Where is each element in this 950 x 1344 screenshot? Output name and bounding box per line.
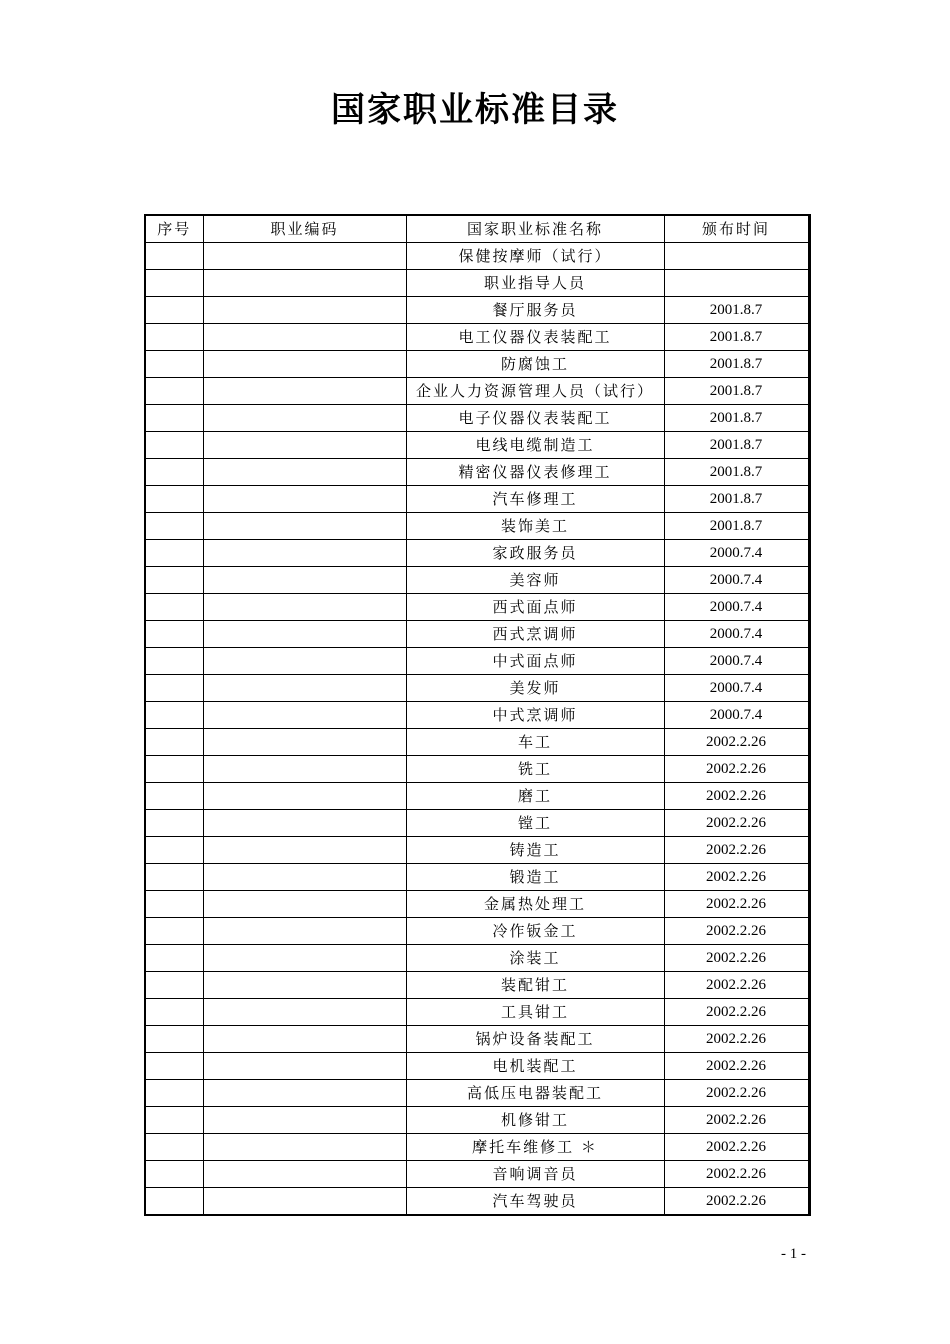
cell-code bbox=[203, 621, 406, 648]
cell-code bbox=[203, 540, 406, 567]
cell-standard-name: 家政服务员 bbox=[406, 540, 664, 567]
cell-code bbox=[203, 378, 406, 405]
cell-issue-date: 2002.2.26 bbox=[664, 1161, 809, 1188]
cell-seq bbox=[145, 486, 203, 513]
cell-code bbox=[203, 567, 406, 594]
cell-issue-date: 2000.7.4 bbox=[664, 621, 809, 648]
page-title: 国家职业标准目录 bbox=[331, 90, 619, 130]
cell-code bbox=[203, 648, 406, 675]
cell-issue-date: 2002.2.26 bbox=[664, 837, 809, 864]
cell-code bbox=[203, 918, 406, 945]
cell-standard-name: 涂装工 bbox=[406, 945, 664, 972]
cell-code bbox=[203, 1188, 406, 1216]
cell-issue-date: 2000.7.4 bbox=[664, 675, 809, 702]
table-row bbox=[145, 243, 809, 270]
cell-standard-name: 西式烹调师 bbox=[406, 621, 664, 648]
cell-standard-name: 中式面点师 bbox=[406, 648, 664, 675]
cell-standard-name: 磨工 bbox=[406, 783, 664, 810]
cell-issue-date: 2001.8.7 bbox=[664, 513, 809, 540]
cell-issue-date: 2002.2.26 bbox=[664, 810, 809, 837]
cell-seq bbox=[145, 1107, 203, 1134]
cell-seq bbox=[145, 756, 203, 783]
table-row bbox=[145, 1053, 809, 1080]
cell-standard-name: 冷作钣金工 bbox=[406, 918, 664, 945]
table-row bbox=[145, 1026, 809, 1053]
cell-code bbox=[203, 783, 406, 810]
cell-issue-date: 2001.8.7 bbox=[664, 459, 809, 486]
table-row bbox=[145, 540, 809, 567]
cell-standard-name: 电子仪器仪表装配工 bbox=[406, 405, 664, 432]
cell-seq bbox=[145, 405, 203, 432]
table-row bbox=[145, 1080, 809, 1107]
cell-code bbox=[203, 756, 406, 783]
cell-issue-date bbox=[664, 270, 809, 297]
cell-standard-name: 汽车驾驶员 bbox=[406, 1188, 664, 1216]
cell-standard-name: 餐厅服务员 bbox=[406, 297, 664, 324]
cell-seq bbox=[145, 351, 203, 378]
cell-standard-name: 锅炉设备装配工 bbox=[406, 1026, 664, 1053]
cell-seq bbox=[145, 243, 203, 270]
cell-issue-date: 2002.2.26 bbox=[664, 864, 809, 891]
cell-standard-name: 企业人力资源管理人员（试行） bbox=[406, 378, 664, 405]
cell-seq bbox=[145, 621, 203, 648]
table-row bbox=[145, 810, 809, 837]
cell-issue-date: 2001.8.7 bbox=[664, 378, 809, 405]
cell-issue-date: 2002.2.26 bbox=[664, 891, 809, 918]
table-row bbox=[145, 918, 809, 945]
cell-standard-name: 装配钳工 bbox=[406, 972, 664, 999]
cell-code bbox=[203, 1161, 406, 1188]
table-row bbox=[145, 1161, 809, 1188]
cell-issue-date: 2001.8.7 bbox=[664, 486, 809, 513]
cell-issue-date: 2002.2.26 bbox=[664, 1080, 809, 1107]
cell-issue-date: 2002.2.26 bbox=[664, 918, 809, 945]
cell-code bbox=[203, 729, 406, 756]
table-body bbox=[145, 243, 809, 1216]
table-row bbox=[145, 270, 809, 297]
cell-issue-date: 2002.2.26 bbox=[664, 945, 809, 972]
cell-code bbox=[203, 486, 406, 513]
cell-seq bbox=[145, 1026, 203, 1053]
cell-issue-date: 2002.2.26 bbox=[664, 1053, 809, 1080]
cell-seq bbox=[145, 540, 203, 567]
cell-seq bbox=[145, 837, 203, 864]
cell-seq bbox=[145, 297, 203, 324]
table-row bbox=[145, 486, 809, 513]
table-row bbox=[145, 432, 809, 459]
cell-issue-date bbox=[664, 243, 809, 270]
table-row bbox=[145, 594, 809, 621]
table-row bbox=[145, 729, 809, 756]
cell-code bbox=[203, 675, 406, 702]
cell-seq bbox=[145, 432, 203, 459]
cell-standard-name: 防腐蚀工 bbox=[406, 351, 664, 378]
cell-code bbox=[203, 243, 406, 270]
cell-standard-name: 车工 bbox=[406, 729, 664, 756]
cell-code bbox=[203, 1134, 406, 1161]
cell-code bbox=[203, 324, 406, 351]
table-row bbox=[145, 675, 809, 702]
cell-code bbox=[203, 1080, 406, 1107]
cell-standard-name: 工具钳工 bbox=[406, 999, 664, 1026]
cell-issue-date: 2001.8.7 bbox=[664, 297, 809, 324]
header-name: 国家职业标准名称 bbox=[406, 215, 664, 243]
standards-table bbox=[144, 214, 811, 1216]
cell-issue-date: 2001.8.7 bbox=[664, 351, 809, 378]
table-row bbox=[145, 567, 809, 594]
cell-standard-name: 电线电缆制造工 bbox=[406, 432, 664, 459]
cell-seq bbox=[145, 945, 203, 972]
cell-seq bbox=[145, 972, 203, 999]
table-header-row bbox=[145, 215, 809, 243]
cell-standard-name: 铸造工 bbox=[406, 837, 664, 864]
cell-code bbox=[203, 405, 406, 432]
cell-issue-date: 2002.2.26 bbox=[664, 783, 809, 810]
cell-standard-name: 锻造工 bbox=[406, 864, 664, 891]
table-row bbox=[145, 783, 809, 810]
table-row bbox=[145, 1188, 809, 1216]
cell-standard-name: 电机装配工 bbox=[406, 1053, 664, 1080]
cell-issue-date: 2001.8.7 bbox=[664, 432, 809, 459]
cell-standard-name: 铣工 bbox=[406, 756, 664, 783]
table-row bbox=[145, 1107, 809, 1134]
table-row bbox=[145, 459, 809, 486]
cell-seq bbox=[145, 891, 203, 918]
table-row bbox=[145, 1134, 809, 1161]
cell-code bbox=[203, 837, 406, 864]
cell-code bbox=[203, 810, 406, 837]
cell-seq bbox=[145, 1080, 203, 1107]
table-row bbox=[145, 351, 809, 378]
cell-seq bbox=[145, 324, 203, 351]
table-row bbox=[145, 702, 809, 729]
cell-standard-name: 镗工 bbox=[406, 810, 664, 837]
cell-code bbox=[203, 999, 406, 1026]
cell-code bbox=[203, 270, 406, 297]
cell-issue-date: 2002.2.26 bbox=[664, 1026, 809, 1053]
cell-issue-date: 2001.8.7 bbox=[664, 324, 809, 351]
cell-issue-date: 2002.2.26 bbox=[664, 1188, 809, 1216]
cell-code bbox=[203, 351, 406, 378]
table-row bbox=[145, 513, 809, 540]
cell-code bbox=[203, 297, 406, 324]
cell-code bbox=[203, 1107, 406, 1134]
cell-issue-date: 2002.2.26 bbox=[664, 1107, 809, 1134]
table-row bbox=[145, 648, 809, 675]
cell-issue-date: 2002.2.26 bbox=[664, 1134, 809, 1161]
cell-issue-date: 2000.7.4 bbox=[664, 702, 809, 729]
page-number: - 1 - bbox=[781, 1246, 806, 1262]
cell-code bbox=[203, 594, 406, 621]
cell-seq bbox=[145, 1134, 203, 1161]
cell-seq bbox=[145, 702, 203, 729]
cell-seq bbox=[145, 864, 203, 891]
cell-standard-name: 高低压电器装配工 bbox=[406, 1080, 664, 1107]
cell-seq bbox=[145, 675, 203, 702]
cell-code bbox=[203, 513, 406, 540]
table-row bbox=[145, 756, 809, 783]
table-row bbox=[145, 945, 809, 972]
cell-code bbox=[203, 864, 406, 891]
header-code: 职业编码 bbox=[203, 215, 406, 243]
cell-seq bbox=[145, 378, 203, 405]
cell-code bbox=[203, 432, 406, 459]
table-row bbox=[145, 324, 809, 351]
cell-issue-date: 2002.2.26 bbox=[664, 729, 809, 756]
cell-issue-date: 2001.8.7 bbox=[664, 405, 809, 432]
cell-seq bbox=[145, 729, 203, 756]
cell-standard-name: 金属热处理工 bbox=[406, 891, 664, 918]
cell-standard-name: 机修钳工 bbox=[406, 1107, 664, 1134]
cell-seq bbox=[145, 1053, 203, 1080]
table-row bbox=[145, 405, 809, 432]
cell-issue-date: 2000.7.4 bbox=[664, 594, 809, 621]
cell-code bbox=[203, 702, 406, 729]
cell-code bbox=[203, 1053, 406, 1080]
cell-standard-name: 精密仪器仪表修理工 bbox=[406, 459, 664, 486]
cell-seq bbox=[145, 783, 203, 810]
table-row bbox=[145, 864, 809, 891]
cell-standard-name: 汽车修理工 bbox=[406, 486, 664, 513]
cell-standard-name: 摩托车维修工 ＊ bbox=[406, 1134, 664, 1161]
cell-code bbox=[203, 459, 406, 486]
cell-seq bbox=[145, 513, 203, 540]
table-row bbox=[145, 378, 809, 405]
cell-issue-date: 2002.2.26 bbox=[664, 756, 809, 783]
cell-code bbox=[203, 1026, 406, 1053]
table-row bbox=[145, 621, 809, 648]
cell-issue-date: 2000.7.4 bbox=[664, 648, 809, 675]
cell-seq bbox=[145, 567, 203, 594]
cell-issue-date: 2000.7.4 bbox=[664, 540, 809, 567]
header-seq: 序号 bbox=[145, 215, 203, 243]
cell-seq bbox=[145, 459, 203, 486]
cell-seq bbox=[145, 648, 203, 675]
cell-standard-name: 中式烹调师 bbox=[406, 702, 664, 729]
cell-seq bbox=[145, 999, 203, 1026]
cell-seq bbox=[145, 918, 203, 945]
table-row bbox=[145, 297, 809, 324]
cell-standard-name: 美发师 bbox=[406, 675, 664, 702]
cell-standard-name: 装饰美工 bbox=[406, 513, 664, 540]
cell-seq bbox=[145, 1188, 203, 1216]
table-row bbox=[145, 837, 809, 864]
cell-issue-date: 2002.2.26 bbox=[664, 999, 809, 1026]
cell-seq bbox=[145, 810, 203, 837]
cell-issue-date: 2002.2.26 bbox=[664, 972, 809, 999]
table-row bbox=[145, 972, 809, 999]
cell-standard-name: 美容师 bbox=[406, 567, 664, 594]
table-row bbox=[145, 891, 809, 918]
cell-seq bbox=[145, 594, 203, 621]
cell-seq bbox=[145, 270, 203, 297]
cell-seq bbox=[145, 1161, 203, 1188]
cell-issue-date: 2000.7.4 bbox=[664, 567, 809, 594]
cell-standard-name: 西式面点师 bbox=[406, 594, 664, 621]
cell-standard-name: 保健按摩师（试行） bbox=[406, 243, 664, 270]
cell-standard-name: 电工仪器仪表装配工 bbox=[406, 324, 664, 351]
table-row bbox=[145, 999, 809, 1026]
cell-standard-name: 音响调音员 bbox=[406, 1161, 664, 1188]
cell-code bbox=[203, 972, 406, 999]
header-date: 颁布时间 bbox=[664, 215, 809, 243]
cell-standard-name: 职业指导人员 bbox=[406, 270, 664, 297]
cell-code bbox=[203, 945, 406, 972]
cell-code bbox=[203, 891, 406, 918]
